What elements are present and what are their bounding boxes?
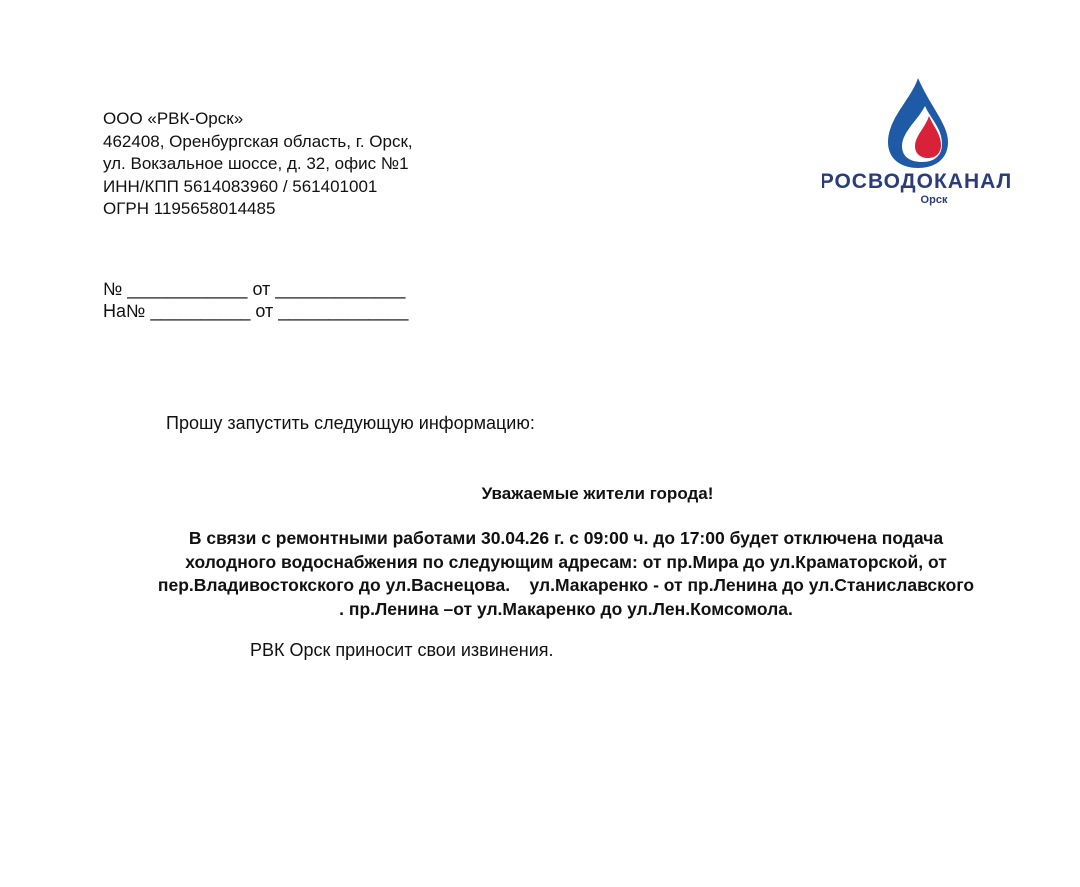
address-line: ул. Вокзальное шоссе, д. 32, офис №1 (103, 154, 409, 173)
sender-address-block (103, 108, 413, 221)
water-drop-icon (822, 76, 1022, 206)
reference-number-line: На№ __________ от _____________ (103, 301, 409, 321)
notice-line: холодного водоснабжения по следующим адресам: от пр.Мира до ул.Краматорской, от (185, 551, 947, 572)
outgoing-number-line: № ____________ от _____________ (103, 279, 406, 299)
logo-subtext: Орск (920, 194, 948, 206)
outage-notice (96, 527, 1036, 621)
registration-fields (103, 278, 408, 322)
greeting-heading: Уважаемые жители города! (481, 484, 714, 503)
address-line: 462408, Оренбургская область, г. Орск, (103, 131, 413, 151)
notice-line: В связи с ремонтными работами 30.04.26 г. с 09:00 ч. до 17:00 будет отключена подача (188, 528, 944, 548)
company-name: ООО «РВК-Орск» (103, 109, 244, 128)
rosvodokanal-logo (822, 76, 1022, 206)
notice-line: . пр.Ленина –от ул.Макаренко до ул.Лен.Комсомола. (339, 598, 793, 619)
apology-text: РВК Орск приносит свои извинения. (250, 640, 554, 660)
ogrn: ОГРН 1195658014485 (103, 199, 276, 218)
logo-text: РОСВОДОКАНАЛ (822, 170, 1013, 193)
notice-line: пер.Владивостокского до ул.Васнецова. ул.Макаренко - от пр.Ленина до ул.Станиславского (157, 575, 975, 595)
request-text: Прошу запустить следующую информацию: (166, 413, 535, 433)
inn-kpp: ИНН/КПП 5614083960 / 561401001 (103, 176, 378, 196)
